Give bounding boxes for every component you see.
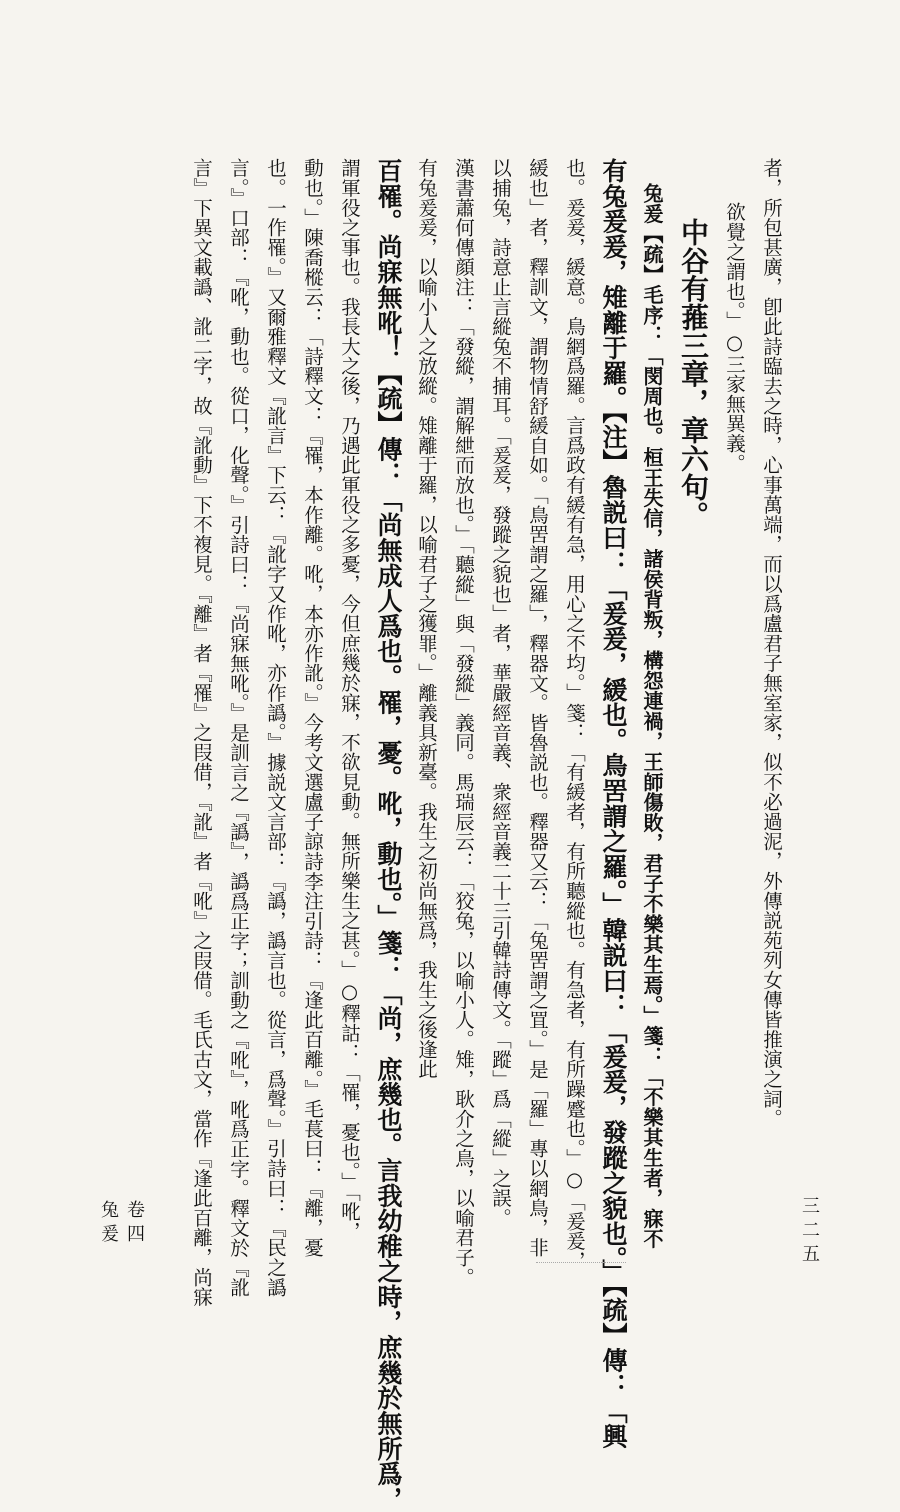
- commentary-column-6: 謂軍役之事也。我長大之後，乃遇此軍役之多憂，今但庶幾於寐，不欲見動。無所樂生之甚。」○釋詁：「罹，憂也。」「吪，: [338, 158, 361, 1242]
- chapter-summary-heading: 中谷有蓷三章，章六句。: [677, 218, 710, 530]
- text-column-2: 欲覺之謂也。」○三家無異義。: [723, 202, 746, 473]
- commentary-column-5: 有兔爰爰，以喻小人之放縱。雉離于羅，以喻君子之獲罪。」離義具新臺。我生之初尚無爲，我生之後逢此: [415, 158, 438, 1079]
- commentary-column-4: 漢書蕭何傳顔注：「發縱，謂解紲而放也。」「聽縱」與「發縱」義同。馬瑞辰云：「狡兔，以喻小人。雉，耿介之鳥，以喻君子。: [452, 158, 475, 1287]
- scan-artifact: [536, 1262, 626, 1266]
- vertical-text-body: [183, 158, 790, 1512]
- commentary-column-8: 也。一作罹。』又爾雅釋文『訛言』下云：『訛字又作吪，亦作譌。』據説文言部：『譌，譌言也。從言，爲聲。』引詩曰：『民之譌: [264, 158, 287, 1297]
- verse-line-1: 有兔爰爰，雉離于羅。【注】魯説曰：「爰爰，緩也。鳥罟謂之羅。」韓説曰：「爰爰，發蹤之貌也。」【疏】傳：「興: [599, 158, 628, 1449]
- poem-title-tu-yuan: 兔爰【疏】毛序：「閔周也。桓王失信，諸侯背叛，構怨連禍，王師傷敗，君子不樂其生焉。」箋：「不樂其生者，寐不: [640, 183, 664, 1249]
- commentary-column-1: 也。爰爰，緩意。鳥網爲羅。言爲政有緩有急，用心之不均。」箋：「有緩者，有所聽縱也。有急者，有所躁蹙也。」○「爰爰，: [563, 158, 586, 1271]
- chapter-label: 卷四 兔爰: [98, 1200, 145, 1272]
- page-number: 三二五: [799, 1196, 820, 1268]
- commentary-column-10: 言』下異文載譌、訛二字，故『訛動』下不複見。『離』者『罹』之叚借，『訛』者『吪』之叚借。毛氏古文，當作『逢此百離，尚寐: [190, 158, 213, 1307]
- commentary-column-3: 以捕兔，詩意止言縱兔不捕耳。「爰爰，發蹤之貌也」者，華嚴經音義、衆經音義二十三引韓詩傳文。「蹤」爲「縱」之誤。: [489, 158, 512, 1228]
- text-column-1: 者，所包甚廣，卽此詩臨去之時，心事萬端，而以爲盧君子無室家，似不必過泥，外傳説苑列女傳皆推演之詞。: [760, 158, 783, 1129]
- commentary-column-2: 緩也」者，釋訓文，謂物情舒緩自如。「鳥罟謂之羅」，釋器文。皆魯説也。釋器又云：「兔罟謂之罝。」是「羅」專以網鳥，非: [526, 158, 549, 1258]
- commentary-column-7: 動也。」陳喬樅云：「詩釋文：『罹，本作離。吪，本亦作訛。』今考文選盧子諒詩李注引詩：『逢此百離。』毛萇曰：『離，憂: [301, 158, 324, 1258]
- commentary-column-9: 言。』口部：『吪，動也。從口，化聲。』引詩曰：『尚寐無吪。』是訓言之『譌』，譌爲正字；訓動之『吪』，吪爲正字。釋文於『訛: [227, 158, 250, 1298]
- verse-line-2: 百罹。尚寐無吪！【疏】傳：「尚無成人爲也。罹，憂。吪，動也。」箋：「尚，庶幾也。言我幼稚之時，庶幾於無所爲，: [374, 158, 403, 1512]
